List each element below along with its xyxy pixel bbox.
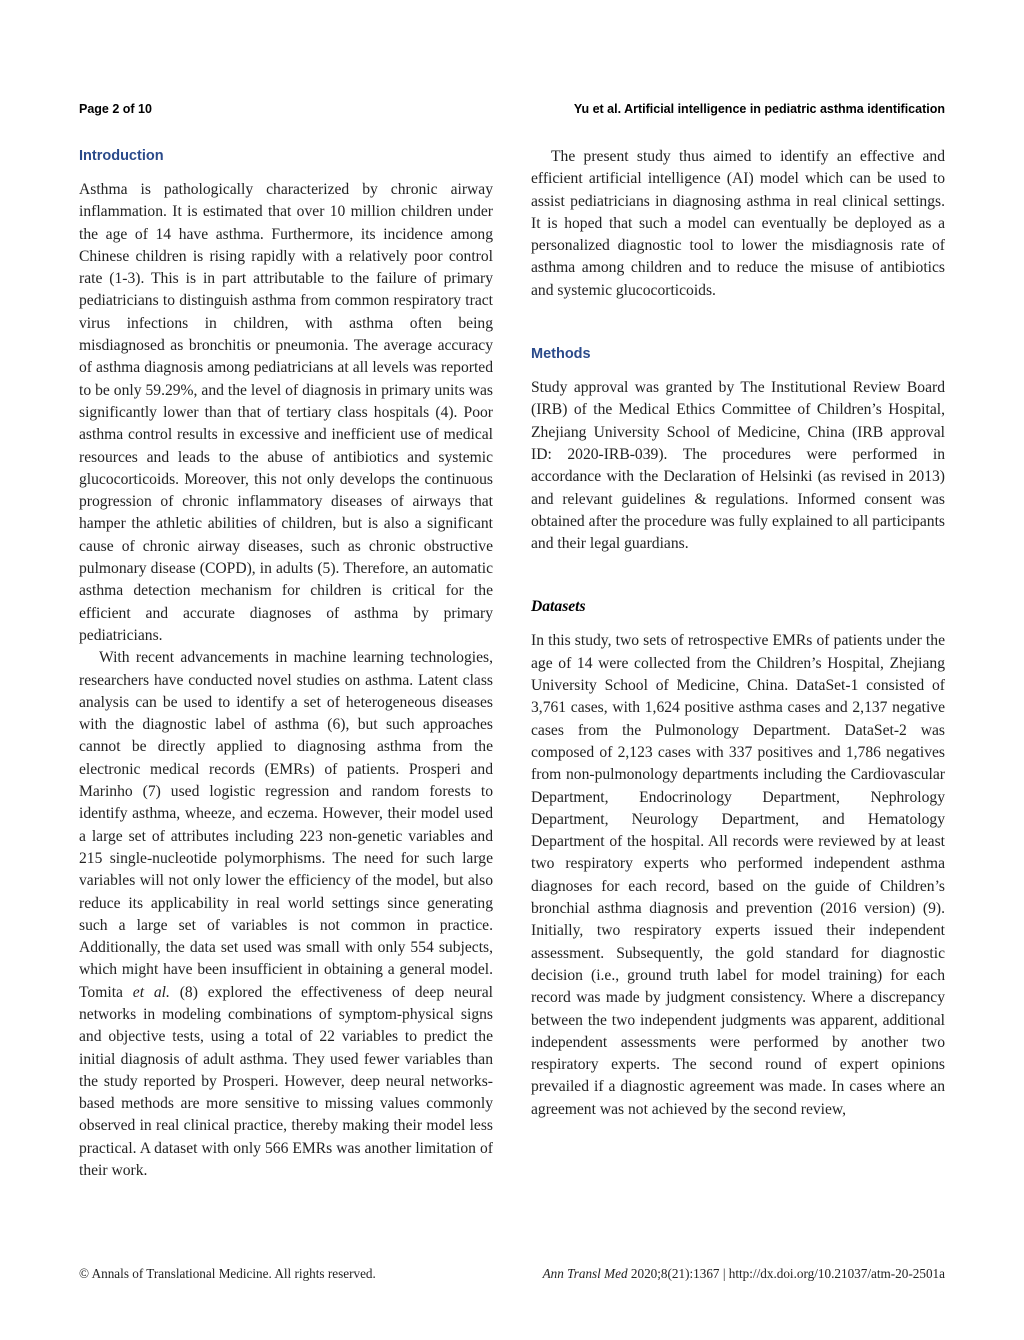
introduction-heading: Introduction <box>79 148 164 164</box>
left-column <box>79 146 493 1182</box>
running-title: Yu et al. Artificial intelligence in pediatric asthma identification <box>573 102 945 116</box>
page-footer <box>79 1266 945 1286</box>
introduction-paragraph-3: The present study thus aimed to identify an effective and efficient artificial intelligence (AI) model which can be used to assist pediatricians in diagnosing asthma in real clinical settings. It is hoped that such a model can eventually be deployed as a personalized diagnostic tool to lower the misdiagnosis rate of asthma among children and to reduce the misuse of antibiotics and systemic glucocorticoids. <box>531 148 945 299</box>
datasets-heading: Datasets <box>531 598 586 616</box>
introduction-paragraph-2 <box>79 647 493 1182</box>
et-al-italic: et al. <box>132 983 170 1001</box>
introduction-paragraph-1: Asthma is pathologically characterized by chronic airway inflammation. It is estimated that over 10 million children under the age of 14 have asthma. Furthermore, its incidence among Chinese children is rising rapidly with a relatively poor control rate (1-3). This is in part attributable to the failure of primary pediatricians to distinguish asthma from common respiratory tract virus infections in children, with asthma often being misdiagnosed as bronchitis or pneumonia. The average accuracy of asthma diagnosis among pediatricians at all levels was reported to be only 59.29%, and the level of diagnosis in primary units was significantly lower than that of tertiary class hospitals (4). Poor asthma control results in excessive and inefficient use of medical resources and leads to the abuse of antibiotics and systemic glucocorticoids. Moreover, this not only develops the continuous progression of chronic inflammatory diseases of airways that hamper the athletic abilities of children, but is also a significant cause of chronic airway diseases, such as chronic obstructive pulmonary disease (COPD), in adults (5). Therefore, an automatic asthma detection mechanism for children is critical for the efficient and accurate diagnoses of asthma by primary pediatricians. <box>79 181 493 644</box>
page-number: Page 2 of 10 <box>79 102 152 116</box>
methods-paragraph-1: Study approval was granted by The Institutional Review Board (IRB) of the Medical Ethics Committee of Children’s Hospital, Zhejiang University School of Medicine, China (IRB approval ID: 2020-IRB-039). The procedures were performed in accordance with the Declaration of Helsinki (as revised in 2013) and relevant guidelines & regulations. Informed consent was obtained after the procedure was fully explained to all participants and their legal guardians. <box>531 379 945 553</box>
citation-details: 2020;8(21):1367 | http://dx.doi.org/10.21037/atm-20-2501a <box>627 1266 945 1281</box>
paragraph-text: With recent advancements in machine learning technologies, researchers have conducted novel studies on asthma. Latent class analysis can be used to identify a set of heterogeneous diseases with the diagnostic label of asthma (6), but such approaches cannot be directly applied to diagnosing asthma from the electronic medical records (EMRs) of patients. Prosperi and Marinho (7) used logistic regression and random forests to identify asthma, wheeze, and eczema. However, their model used a large set of attributes including 223 non-genetic variables and 215 single-nucleotide polymorphisms. The need for such large variables will not only lower the efficiency of the model, but also reduce its applicability in real world settings since generating such a large set of variables is not common in practice. Additionally, the data set used was small with only 554 subjects, which might have been insufficient in obtaining a general model. Tomita <box>79 649 493 1001</box>
datasets-paragraph-1: In this study, two sets of retrospective EMRs of patients under the age of 14 were collected from the Children’s Hospital, Zhejiang University School of Medicine, China. DataSet-1 consisted of 3,761 cases, with 1,624 positive asthma cases and 2,137 negative cases from the Pulmonology Department. DataSet-2 was composed of 2,123 cases with 337 positives and 1,786 negatives from non-pulmonology departments including the Cardiovascular Department, Endocrinology Department, Nephrology Department, Neurology Department, and Hematology Department of the hospital. All records were reviewed by at least two respiratory experts who performed independent asthma diagnoses for each record, based on the guide of Children’s bronchial asthma diagnosis and prevention (2016 version) (9). Initially, two respiratory experts issued their independent assessment. Subsequently, the gold standard for diagnostic decision (i.e., ground truth label for model training) for each record was made by judgment consistency. Where a discrepancy between the two independent judgments was apparent, additional independent assessments were performed by another two respiratory experts. The second round of expert opinions prevailed if a diagnostic agreement was made. In cases where an agreement was not achieved by the second review, <box>531 632 945 1118</box>
copyright-notice: © Annals of Translational Medicine. All rights reserved. <box>79 1266 376 1281</box>
running-header <box>79 102 945 120</box>
methods-heading: Methods <box>531 346 591 363</box>
journal-name: Ann Transl Med <box>542 1266 628 1281</box>
right-column <box>531 146 945 1121</box>
paragraph-text-cont: (8) explored the effectiveness of deep neural networks in modeling combinations of symptom-physical signs and objective tests, using a total of 22 variables to predict the initial diagnosis of adult asthma. They used fewer variables than the study reported by Prosperi. However, deep neural networks-based methods are more sensitive to missing values commonly observed in real clinical practice, thereby making their model less practical. A dataset with only 566 EMRs was another limitation of their work. <box>79 983 493 1180</box>
citation-line <box>543 1266 945 1282</box>
